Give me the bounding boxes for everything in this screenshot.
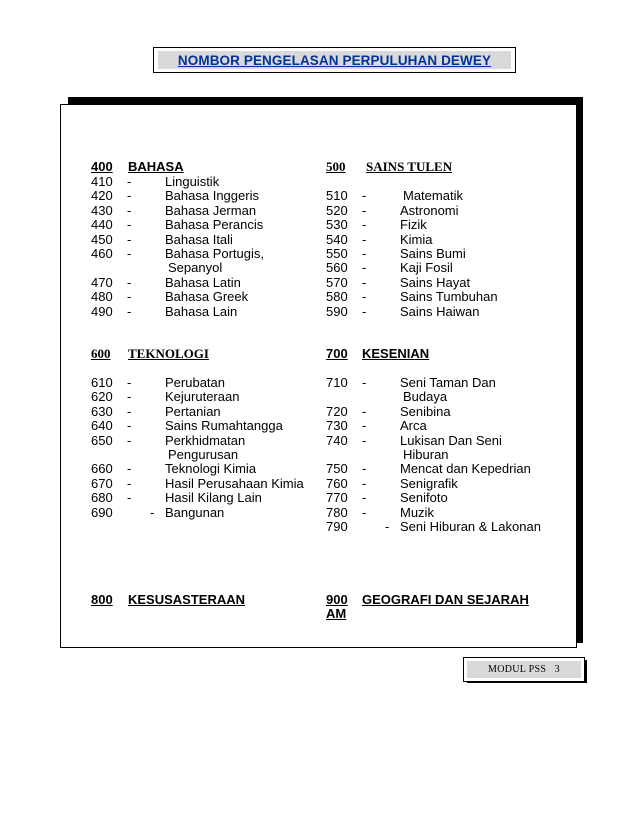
list-item-code: 440 [91,217,113,233]
list-item-dash: - [127,246,132,261]
list-item-dash: - [362,475,367,491]
title-box [153,47,516,73]
list-item-label: Teknologi Kimia [165,461,257,477]
list-item-label-cont: Hiburan [403,447,449,462]
list-item-code: 610 [91,375,113,390]
list-item-label: Hasil Kilang Lain [165,490,262,506]
list-item-dash: - [362,418,367,434]
list-item-dash: - [362,274,367,290]
list-item-dash: - [150,504,155,520]
list-item-dash: - [362,289,367,305]
list-item-dash: - [362,217,367,233]
list-item-dash: - [127,188,132,204]
sec500-code: 500 [326,159,346,174]
sec500-name: SAINS TULEN [366,159,453,174]
list-item-label: Bahasa Lain [165,303,238,319]
page-title: NOMBOR PENGELASAN PERPULUHAN DEWEY [177,52,492,68]
sec400-name: BAHASA [128,159,184,174]
list-item-dash: - [127,403,132,419]
list-item-dash: - [362,303,367,319]
list-item-dash: - [362,231,367,247]
list-item-code: 460 [91,246,113,261]
list-item-label: Matematik [403,188,463,204]
list-item-label: Mencat dan Kepedrian [400,461,531,477]
list-item-code: 660 [91,461,113,477]
list-item-code: 790 [326,519,348,534]
footer-band [467,661,581,678]
list-item-code: 630 [91,403,113,419]
list-item-code: 490 [91,303,113,319]
list-item-label: Bahasa Perancis [165,217,264,233]
list-item-code: 780 [326,504,348,520]
sec400-code: 400 [91,159,113,174]
list-item-label: Linguistik [165,174,220,189]
sec900-name: GEOGRAFI DAN SEJARAH [362,592,529,607]
content-frame [60,104,577,648]
list-item-label: Fizik [400,217,427,233]
list-item-label-cont: Sepanyol [168,260,223,276]
list-item-dash: - [127,274,132,290]
list-item-code: 650 [91,432,113,448]
list-item-dash: - [127,303,132,319]
sec800-code: 800 [91,592,113,607]
list-item-code: 540 [326,231,348,247]
list-item-code: 640 [91,418,113,434]
sec800-name: KESUSASTERAAN [128,592,246,607]
list-item-code: 450 [91,231,113,247]
list-item-label: Sains Haiwan [400,303,480,319]
list-item-code: 750 [326,461,348,477]
list-item-code: 470 [91,274,113,290]
list-item-label: Hasil Perusahaan Kimia [165,475,304,491]
list-item-dash: - [362,403,367,419]
list-item-dash: - [362,490,367,506]
sec900-name-cont: AM [326,606,347,621]
list-item-label: Sains Bumi [400,246,466,261]
list-item-dash: - [385,519,390,534]
sec600-code: 600 [91,346,111,361]
list-item-dash: - [127,289,132,305]
list-item-label-cont: Budaya [403,389,448,405]
list-item-dash: - [362,260,367,276]
sec700-name: KESENIAN [362,346,430,361]
list-item-label: Bahasa Greek [165,289,249,305]
list-item-dash: - [127,432,132,448]
list-item-dash: - [362,375,367,390]
list-item-code: 620 [91,389,113,405]
list-item-code: 550 [326,246,348,261]
list-item-label: Bahasa Jerman [165,202,257,218]
list-item-label: Seni Taman Dan [400,375,496,390]
list-item-code: 770 [326,490,348,506]
list-item-label: Seni Hiburan & Lakonan [400,519,541,534]
list-item-label: Senigrafik [400,475,458,491]
list-item-code: 530 [326,217,348,233]
list-item-label: Astronomi [400,202,459,218]
list-item-label: Kimia [400,231,433,247]
list-item-dash: - [127,202,132,218]
footer-box [463,657,585,682]
list-item-code: 480 [91,289,113,305]
list-item-code: 710 [326,375,348,390]
list-item-dash: - [127,418,132,434]
list-item-code: 690 [91,504,113,520]
list-item-label: Perubatan [165,375,225,390]
list-item-code: 520 [326,202,348,218]
list-item-dash: - [127,389,132,405]
list-item-code: 430 [91,202,113,218]
list-item-dash: - [127,490,132,506]
list-item-label: Sains Tumbuhan [400,289,498,305]
list-item-code: 560 [326,260,348,276]
title-band [158,51,511,69]
list-item-label: Bangunan [165,504,225,520]
list-item-dash: - [127,231,132,247]
list-item-code: 670 [91,475,113,491]
sec600-name: TEKNOLOGI [128,346,209,361]
list-item-label: Lukisan Dan Seni [400,432,502,448]
list-item-label: Muzik [400,504,434,520]
sec900-code: 900 [326,592,348,607]
list-item-code: 410 [91,174,113,189]
list-item-dash: - [362,246,367,261]
list-item-label: Bahasa Portugis, [165,246,265,261]
list-item-dash: - [362,461,367,477]
list-item-label: Bahasa Inggeris [165,188,259,204]
list-item-code: 740 [326,432,348,448]
list-item-dash: - [127,174,132,189]
list-item-dash: - [127,475,132,491]
sec700-code: 700 [326,346,348,361]
list-item-label: Arca [400,418,427,434]
list-item-label: Senifoto [400,490,448,506]
list-item-label: Pertanian [165,403,221,419]
list-item-dash: - [127,375,132,390]
list-item-label: Bahasa Itali [165,231,233,247]
list-item-label: Kejuruteraan [165,389,240,405]
list-item-dash: - [362,432,367,448]
list-item-dash: - [362,188,367,204]
list-item-label: Kaji Fosil [400,260,453,276]
list-item-code: 510 [326,188,348,204]
list-item-label-cont: Pengurusan [168,447,239,462]
list-item-code: 760 [326,475,348,491]
list-item-code: 580 [326,289,348,305]
list-item-code: 570 [326,274,348,290]
list-item-label: Sains Hayat [400,274,471,290]
list-item-code: 420 [91,188,113,204]
list-item-code: 680 [91,490,113,506]
list-item-dash: - [362,202,367,218]
list-item-dash: - [127,461,132,477]
list-item-code: 590 [326,303,348,319]
module-label: MODUL PSS 3 [488,664,560,675]
list-item-label: Bahasa Latin [165,274,241,290]
list-item-dash: - [362,504,367,520]
list-item-dash: - [127,217,132,233]
list-item-code: 720 [326,403,348,419]
list-item-label: Senibina [400,403,451,419]
list-item-label: Perkhidmatan [165,432,246,448]
list-item-code: 730 [326,418,348,434]
list-item-label: Sains Rumahtangga [165,418,283,434]
